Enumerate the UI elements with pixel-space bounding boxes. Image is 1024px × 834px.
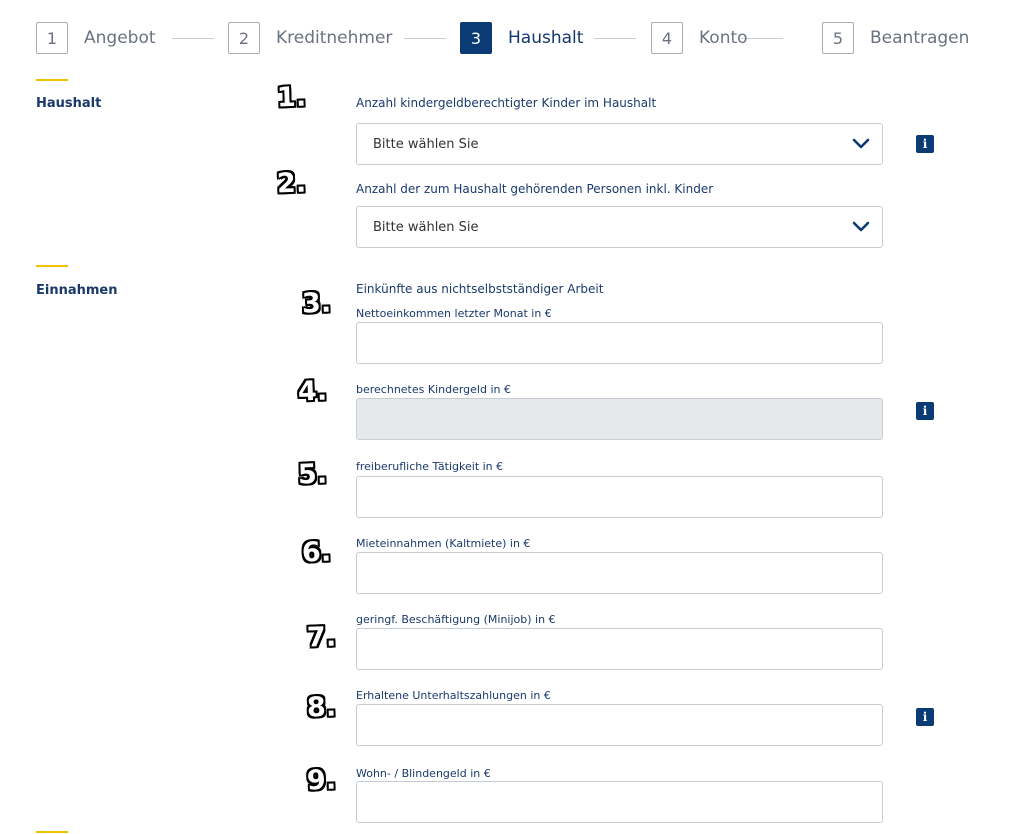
annotation-number: 6. <box>301 536 332 569</box>
employment-heading: Einkünfte aus nichtselbstständiger Arbeit <box>356 282 604 296</box>
child-benefit-input <box>356 398 883 440</box>
step-label: Kreditnehmer <box>276 28 393 48</box>
annotation-number: 5. <box>297 458 328 491</box>
step-konto[interactable] <box>651 22 748 54</box>
annotation-number: 7. <box>306 621 337 654</box>
housing-allowance-input[interactable] <box>356 781 883 823</box>
annotation-number: 9. <box>306 764 337 797</box>
net-income-label: Nettoeinkommen letzter Monat in € <box>356 307 552 320</box>
minijob-label: geringf. Beschäftigung (Minijob) in € <box>356 613 556 626</box>
step-label: Haushalt <box>508 28 584 48</box>
step-haushalt[interactable] <box>460 22 583 54</box>
persons-select[interactable] <box>356 206 883 248</box>
annotation-number: 3. <box>301 287 332 320</box>
housing-allowance-label: Wohn- / Blindengeld in € <box>356 767 491 780</box>
step-connector <box>404 38 446 39</box>
step-number: 3 <box>460 22 492 54</box>
step-label: Angebot <box>84 28 156 48</box>
children-label: Anzahl kindergeldberechtigter Kinder im Haushalt <box>356 96 657 110</box>
chevron-down-icon <box>852 138 870 150</box>
progress-stepper <box>36 22 976 56</box>
rental-input[interactable] <box>356 552 883 594</box>
annotation-number: 1. <box>276 81 307 114</box>
annotation-number: 2. <box>276 167 307 200</box>
annotation-number: 4. <box>297 375 328 408</box>
section-divider <box>36 79 68 81</box>
step-connector <box>594 38 636 39</box>
step-angebot[interactable] <box>36 22 156 54</box>
persons-label: Anzahl der zum Haushalt gehörenden Personen inkl. Kinder <box>356 182 714 196</box>
annotation-number: 8. <box>306 691 337 724</box>
freelance-input[interactable] <box>356 476 883 518</box>
step-number: 2 <box>228 22 260 54</box>
children-select[interactable] <box>356 123 883 165</box>
children-select-value: Bitte wählen Sie <box>373 136 479 152</box>
section-divider <box>36 265 68 267</box>
section-title-haushalt: Haushalt <box>36 96 102 111</box>
step-number: 1 <box>36 22 68 54</box>
info-icon[interactable]: i <box>916 135 934 153</box>
step-connector <box>172 38 214 39</box>
step-number: 5 <box>822 22 854 54</box>
rental-label: Mieteinnahmen (Kaltmiete) in € <box>356 537 531 550</box>
alimony-input[interactable] <box>356 704 883 746</box>
section-title-einnahmen: Einnahmen <box>36 283 118 298</box>
step-label: Konto <box>699 28 748 48</box>
step-kreditnehmer[interactable] <box>228 22 392 54</box>
alimony-label: Erhaltene Unterhaltszahlungen in € <box>356 689 551 702</box>
step-label: Beantragen <box>870 28 970 48</box>
child-benefit-label: berechnetes Kindergeld in € <box>356 383 511 396</box>
net-income-input[interactable] <box>356 322 883 364</box>
info-icon[interactable]: i <box>916 402 934 420</box>
persons-select-value: Bitte wählen Sie <box>373 219 479 235</box>
info-icon[interactable]: i <box>916 708 934 726</box>
step-beantragen[interactable] <box>822 22 969 54</box>
chevron-down-icon <box>852 221 870 233</box>
step-number: 4 <box>651 22 683 54</box>
minijob-input[interactable] <box>356 628 883 670</box>
section-divider <box>36 831 68 833</box>
freelance-label: freiberufliche Tätigkeit in € <box>356 460 504 473</box>
